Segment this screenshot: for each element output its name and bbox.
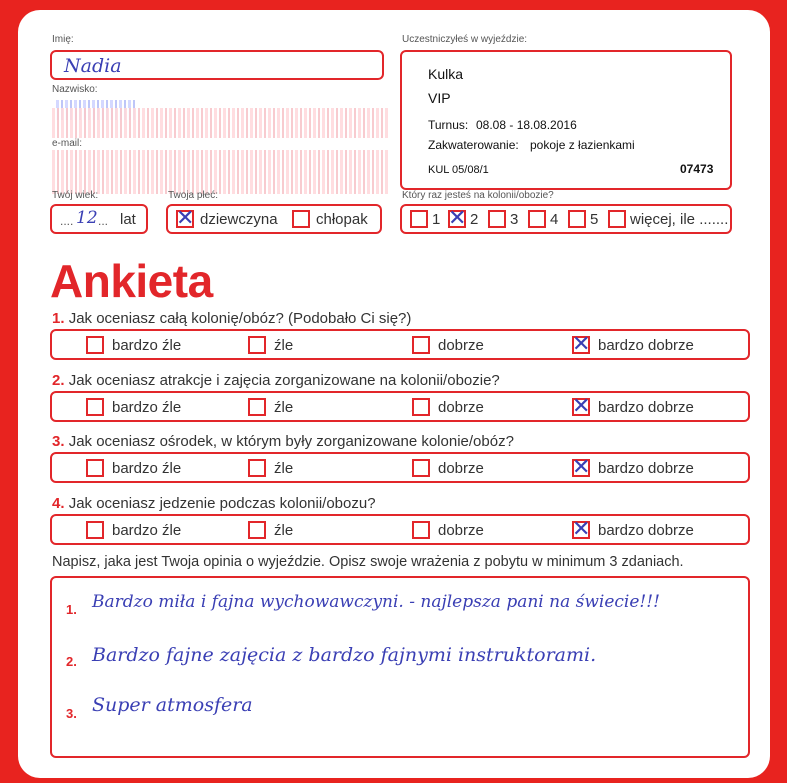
times-option-1-checkbox[interactable] (410, 210, 428, 228)
rating-label: dobrze (438, 522, 484, 539)
rating-label: źle (274, 460, 294, 477)
rating-label: bardzo dobrze (598, 399, 694, 416)
rating-checkbox[interactable] (248, 521, 266, 539)
rating-checkbox[interactable] (86, 459, 104, 477)
question-number: 4. (52, 495, 65, 512)
question-3-options (50, 452, 750, 483)
rating-label: bardzo źle (112, 337, 182, 354)
name-label: Imię: (52, 34, 74, 45)
checked-x-icon: ✕ (448, 206, 467, 231)
times-label: Który raz jesteś na kolonii/obozie? (402, 190, 554, 201)
survey-sheet (18, 10, 770, 778)
question-label: Jak oceniasz jedzenie podczas kolonii/obozu? (68, 495, 376, 512)
opinion-prompt: Napisz, jaka jest Twoja opinia o wyjeździe. Opisz swoje wrażenia z pobytu w minimum 3 zdaniach. (52, 554, 684, 570)
gender-label: Twoja płeć: (168, 190, 219, 201)
rating-checkbox[interactable] (86, 521, 104, 539)
name-value: Nadia (64, 55, 122, 77)
rating-checkbox[interactable] (572, 517, 591, 542)
rating-checkbox[interactable] (572, 332, 591, 357)
question-1-options (50, 329, 750, 360)
gender-female-checkbox[interactable] (176, 206, 195, 231)
surname-label: Nazwisko: (52, 84, 98, 95)
rating-label: źle (274, 337, 294, 354)
opinion-line-1-text: Bardzo miła i fajna wychowawczyni. - najlepsza pani na świecie!!! (92, 592, 660, 612)
opinion-box[interactable] (50, 576, 750, 758)
rating-label: dobrze (438, 460, 484, 477)
opinion-line-2-number: 2. (66, 654, 77, 669)
question-2-options (50, 391, 750, 422)
age-unit: lat (120, 211, 136, 228)
times-option-3-checkbox[interactable] (488, 210, 506, 228)
opinion-line-1-number: 1. (66, 602, 77, 617)
age-value: 12 (76, 208, 98, 228)
rating-checkbox[interactable] (412, 459, 430, 477)
rating-label: dobrze (438, 399, 484, 416)
age-label: Twój wiek: (52, 190, 99, 201)
participant-label: Uczestniczyłeś w wyjeździe: (402, 34, 528, 45)
email-label: e-mail: (52, 138, 83, 149)
rating-checkbox[interactable] (248, 398, 266, 416)
opinion-line-3-text: Super atmosfera (92, 694, 253, 716)
checked-x-icon: ✕ (572, 332, 591, 357)
accommodation-value: pokoje z łazienkami (530, 138, 635, 152)
times-option-5-label: 5 (590, 211, 599, 228)
question-2-text (52, 372, 500, 389)
rating-label: bardzo dobrze (598, 337, 694, 354)
rating-label: źle (274, 522, 294, 539)
question-label: Jak oceniasz całą kolonię/obóz? (Podobało Ci się?) (68, 310, 412, 327)
times-option-more-checkbox[interactable] (608, 210, 626, 228)
rating-label: bardzo źle (112, 399, 182, 416)
surname-field-redacted (52, 108, 390, 138)
rating-checkbox[interactable] (412, 398, 430, 416)
times-option-4-label: 4 (550, 211, 559, 228)
camp-package: VIP (428, 90, 451, 106)
checked-x-icon: ✕ (572, 455, 591, 480)
rating-label: źle (274, 399, 294, 416)
rating-label: bardzo źle (112, 522, 182, 539)
times-option-4-checkbox[interactable] (528, 210, 546, 228)
times-option-more-label: więcej, ile ....... (630, 211, 729, 228)
checked-x-icon: ✕ (176, 206, 195, 231)
rating-label: bardzo dobrze (598, 522, 694, 539)
age-dots-left: .... (60, 214, 74, 228)
camp-number: 07473 (680, 162, 714, 176)
times-option-2-label: 2 (470, 211, 479, 228)
opinion-line-3-number: 3. (66, 706, 77, 721)
participant-box (400, 50, 732, 190)
camp-code: KUL 05/08/1 (428, 164, 489, 176)
question-number: 1. (52, 310, 65, 327)
rating-label: bardzo źle (112, 460, 182, 477)
question-4-text (52, 495, 376, 512)
question-number: 2. (52, 372, 65, 389)
gender-field (166, 204, 382, 234)
rating-checkbox[interactable] (572, 394, 591, 419)
age-dots-right: ... (98, 214, 109, 228)
opinion-line-2-text: Bardzo fajne zajęcia z bardzo fajnymi instruktorami. (92, 644, 597, 666)
rating-checkbox[interactable] (86, 398, 104, 416)
rating-label: bardzo dobrze (598, 460, 694, 477)
times-field (400, 204, 732, 234)
turnus-label: Turnus: (428, 118, 469, 132)
question-3-text (52, 433, 514, 450)
turnus-value: 08.08 - 18.08.2016 (476, 118, 577, 132)
rating-checkbox[interactable] (572, 455, 591, 480)
rating-checkbox[interactable] (412, 521, 430, 539)
checked-x-icon: ✕ (572, 394, 591, 419)
times-option-3-label: 3 (510, 211, 519, 228)
times-option-5-checkbox[interactable] (568, 210, 586, 228)
accommodation-label: Zakwaterowanie: (428, 138, 519, 152)
checked-x-icon: ✕ (572, 517, 591, 542)
question-label: Jak oceniasz ośrodek, w którym były zorganizowane kolonie/obóz? (68, 433, 514, 450)
gender-male-checkbox[interactable] (292, 210, 310, 228)
age-field[interactable] (50, 204, 148, 234)
survey-title: Ankieta (50, 255, 213, 307)
question-label: Jak oceniasz atrakcje i zajęcia zorganizowane na kolonii/obozie? (68, 372, 500, 389)
rating-checkbox[interactable] (248, 459, 266, 477)
name-field[interactable] (50, 50, 384, 80)
rating-checkbox[interactable] (86, 336, 104, 354)
rating-checkbox[interactable] (248, 336, 266, 354)
question-number: 3. (52, 433, 65, 450)
email-field-redacted (52, 150, 390, 194)
question-1-text (52, 310, 411, 327)
times-option-1-label: 1 (432, 211, 441, 228)
times-option-2-checkbox[interactable] (448, 206, 467, 231)
camp-name: Kulka (428, 66, 464, 82)
question-4-options (50, 514, 750, 545)
rating-checkbox[interactable] (412, 336, 430, 354)
gender-male-label: chłopak (316, 211, 368, 228)
rating-label: dobrze (438, 337, 484, 354)
gender-female-label: dziewczyna (200, 211, 278, 228)
